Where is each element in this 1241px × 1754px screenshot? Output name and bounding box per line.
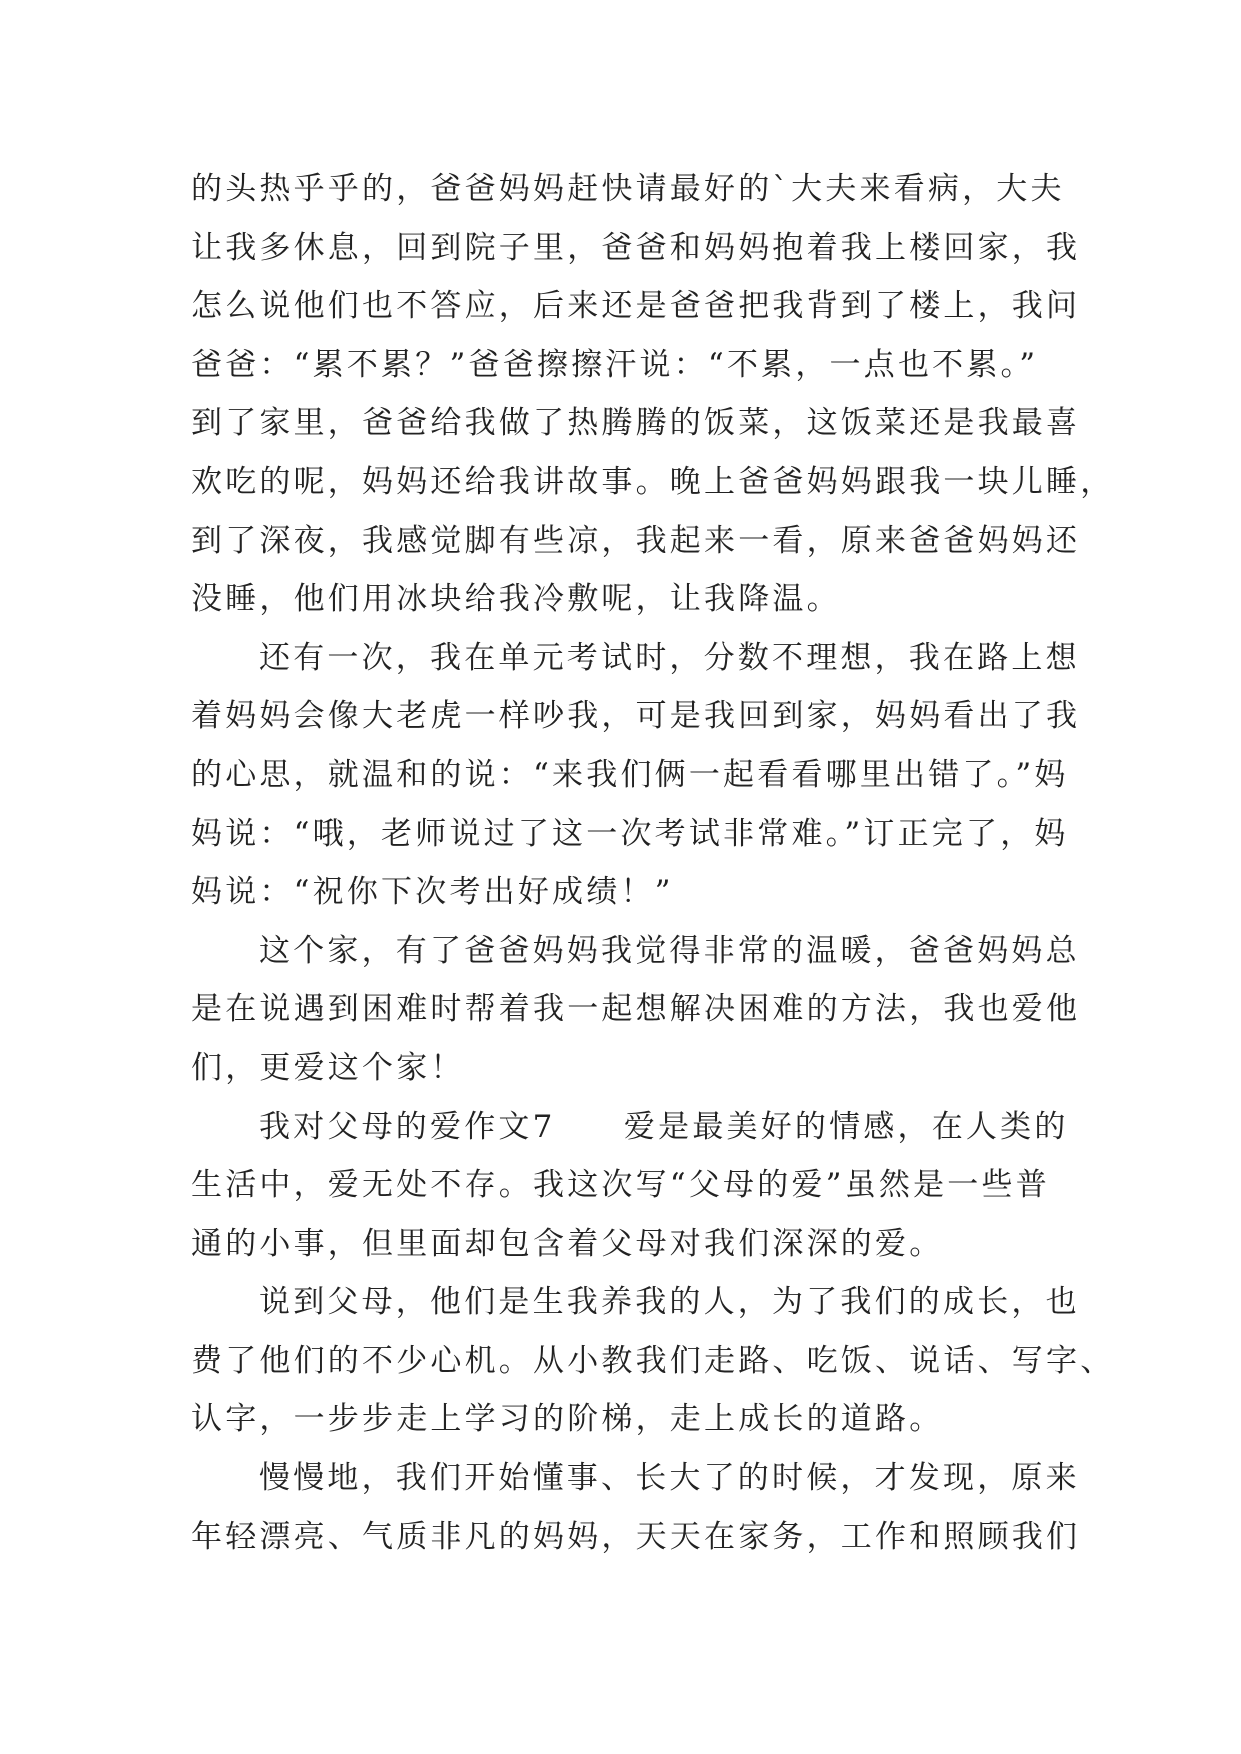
text-line: 年轻漂亮、气质非凡的妈妈，天天在家务，工作和照顾我们 bbox=[191, 1518, 1081, 1555]
text-line: 们，更爱这个家！ bbox=[191, 1049, 465, 1086]
text-line: 通的小事，但里面却包含着父母对我们深深的爱。 bbox=[191, 1225, 944, 1262]
text-line: 妈说：“祝你下次考出好成绩！” bbox=[191, 874, 674, 911]
text-line: 欢吃的呢，妈妈还给我讲故事。晚上爸爸妈妈跟我一块儿睡， bbox=[191, 463, 1115, 500]
text-line: 是在说遇到困难时帮着我一起想解决困难的方法，我也爱他 bbox=[191, 991, 1081, 1028]
text-line: 的头热乎乎的，爸爸妈妈赶快请最好的`大夫来看病，大夫 bbox=[191, 171, 1065, 207]
text-line: 没睡，他们用冰块给我冷敷呢，让我降温。 bbox=[191, 581, 841, 618]
paragraph-first-line: 这个家，有了爸爸妈妈我觉得非常的温暖，爸爸妈妈总 bbox=[259, 932, 1080, 969]
text-line: 认字，一步步走上学习的阶梯，走上成长的道路。 bbox=[191, 1401, 944, 1438]
text-line: 让我多休息，回到院子里，爸爸和妈妈抱着我上楼回家，我 bbox=[191, 229, 1081, 266]
text-line: 怎么说他们也不答应，后来还是爸爸把我背到了楼上，我问 bbox=[191, 288, 1081, 325]
paragraph-first-line: 说到父母，他们是生我养我的人，为了我们的成长，也 bbox=[259, 1284, 1080, 1321]
paragraph-first-line: 我对父母的爱作文7 爱是最美好的情感，在人类的 bbox=[259, 1108, 1069, 1145]
paragraph-first-line: 慢慢地，我们开始懂事、长大了的时候，才发现，原来 bbox=[259, 1460, 1080, 1497]
text-line: 到了家里，爸爸给我做了热腾腾的饭菜，这饭菜还是我最喜 bbox=[191, 405, 1081, 442]
paragraph-first-line: 还有一次，我在单元考试时，分数不理想，我在路上想 bbox=[259, 639, 1080, 676]
text-line: 到了深夜，我感觉脚有些凉，我起来一看，原来爸爸妈妈还 bbox=[191, 522, 1081, 559]
text-line: 妈说：“哦，老师说过了这一次考试非常难。”订正完了，妈 bbox=[191, 815, 1069, 852]
text-line: 的心思，就温和的说：“来我们俩一起看看哪里出错了。”妈 bbox=[191, 756, 1069, 793]
text-line: 生活中，爱无处不存。我这次写“父母的爱”虽然是一些普 bbox=[191, 1167, 1050, 1204]
body-text bbox=[191, 160, 1115, 1566]
text-line: 爸爸：“累不累？”爸爸擦擦汗说：“不累，一点也不累。” bbox=[191, 346, 1039, 383]
text-line: 费了他们的不少心机。从小教我们走路、吃饭、说话、写字、 bbox=[191, 1342, 1115, 1379]
text-line: 着妈妈会像大老虎一样吵我，可是我回到家，妈妈看出了我 bbox=[191, 698, 1081, 735]
